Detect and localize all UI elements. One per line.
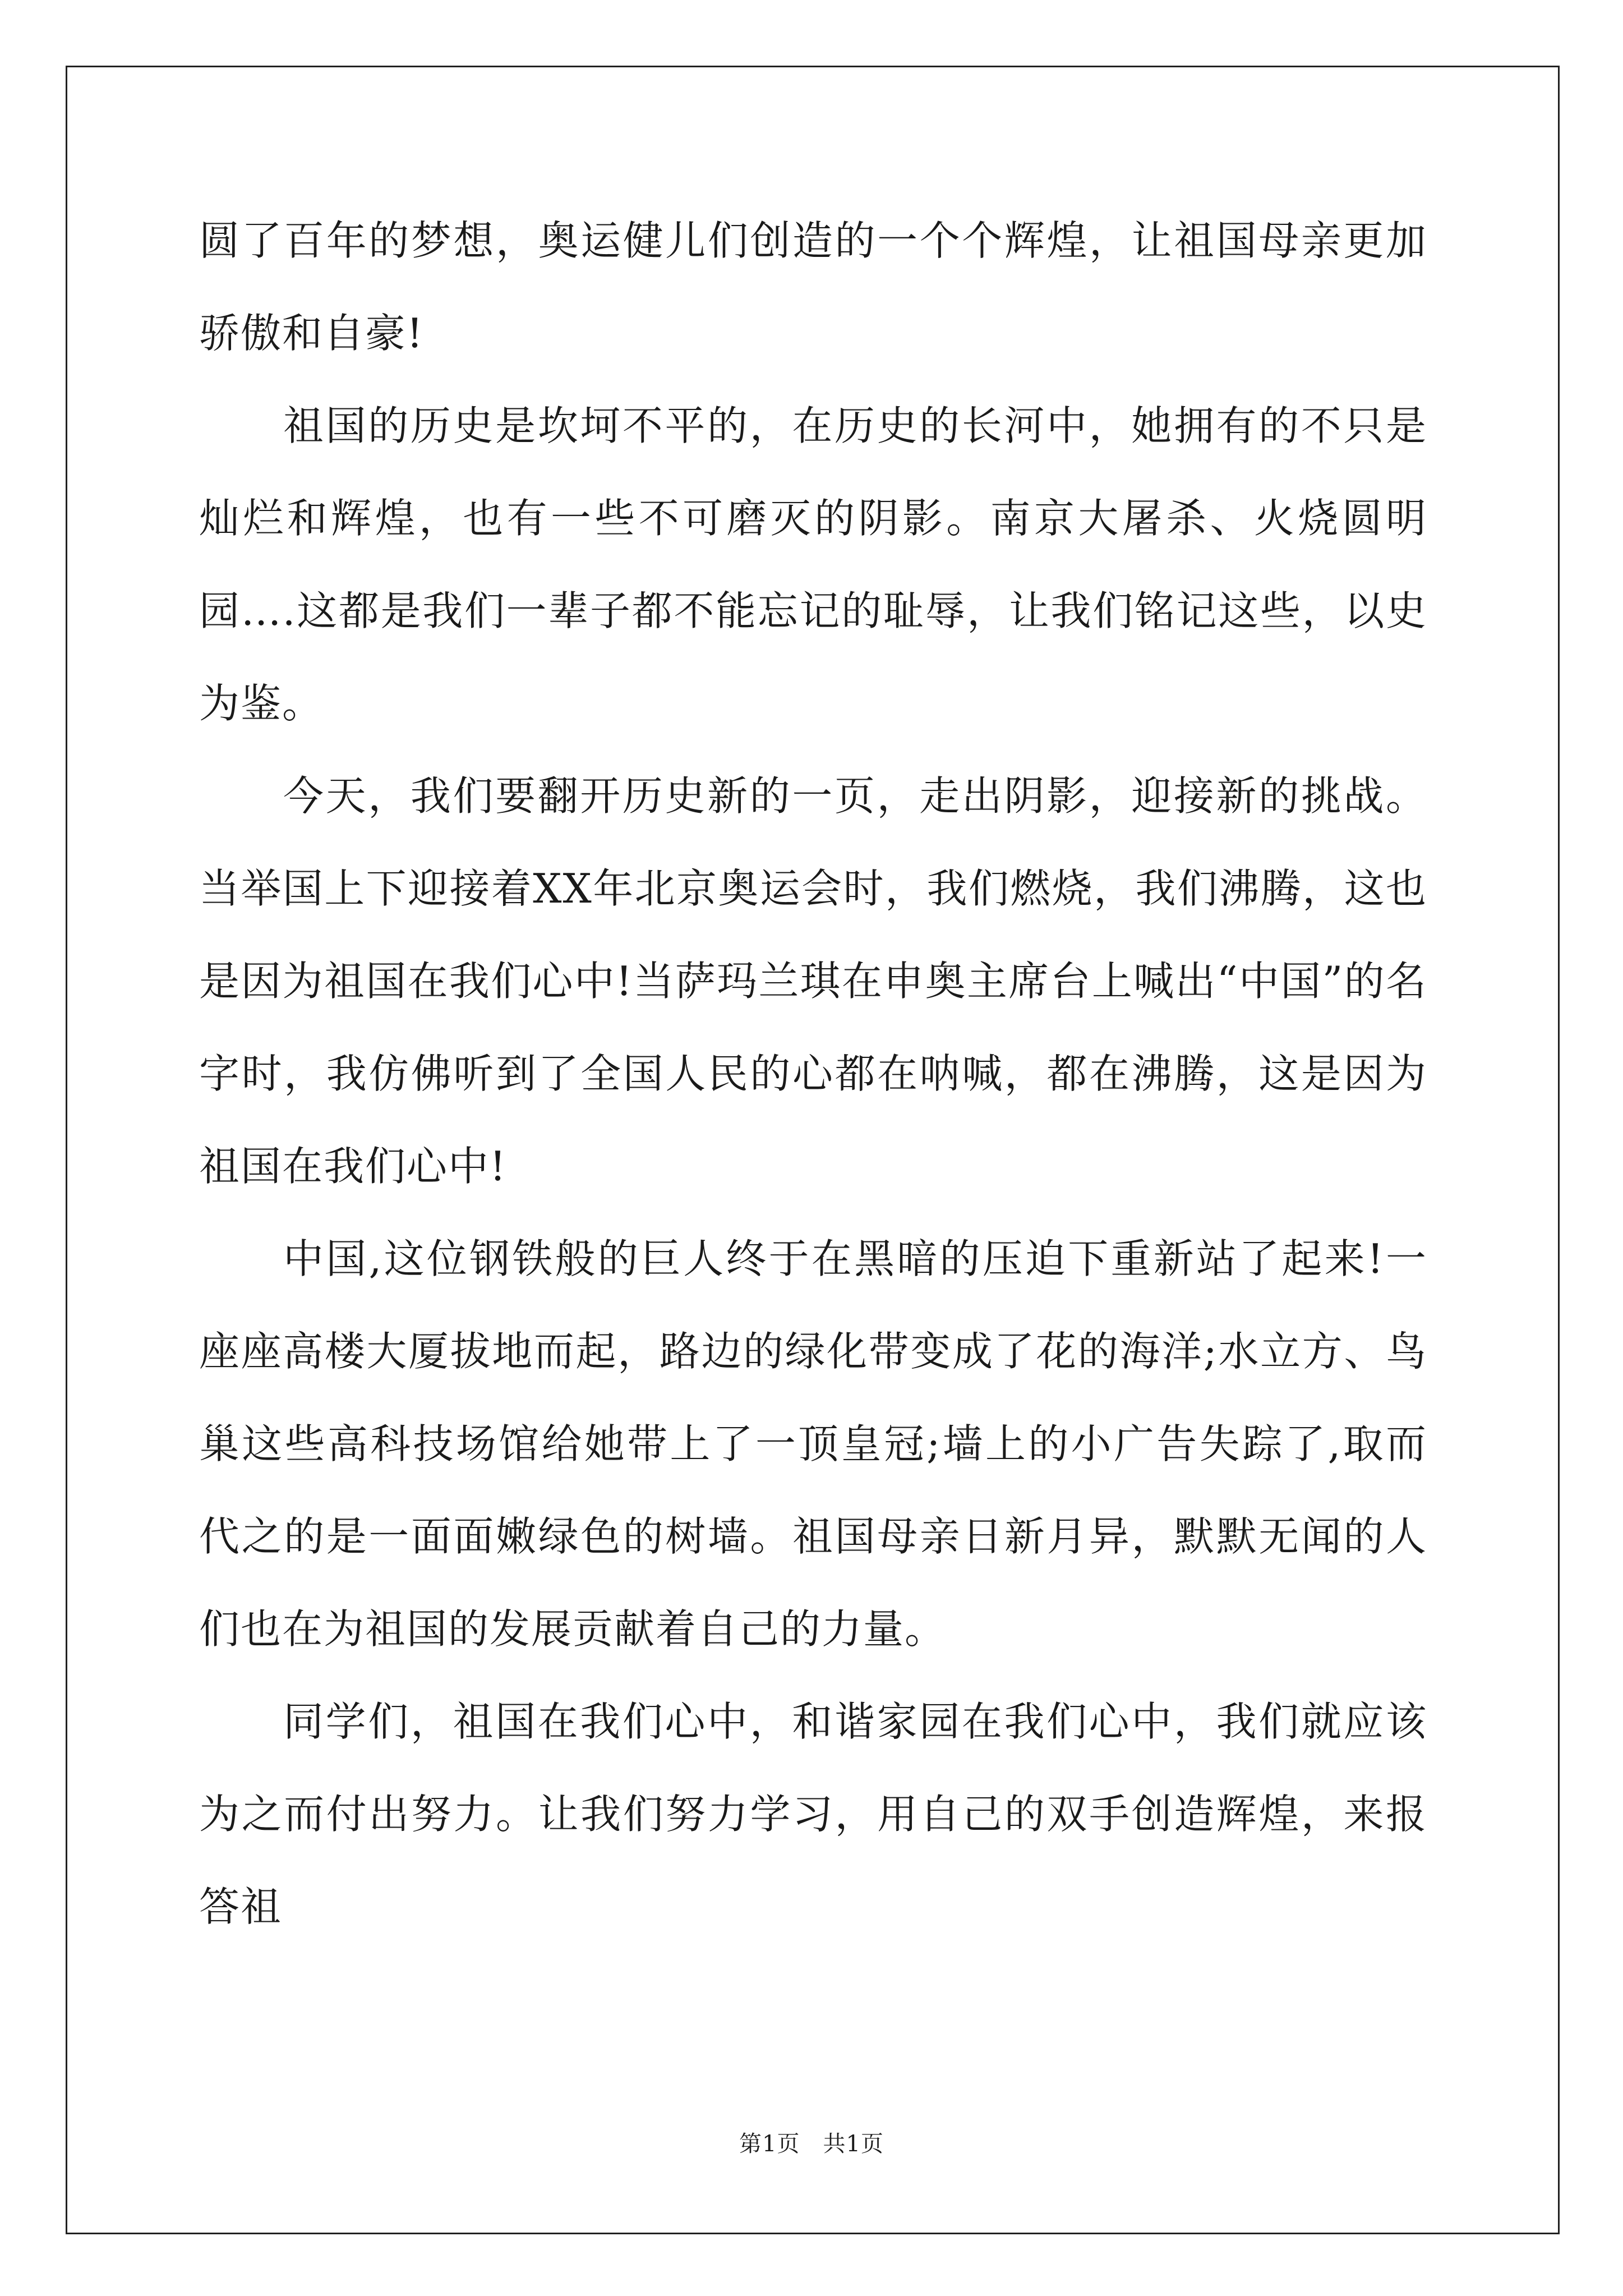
paragraph-5: 同学们，祖国在我们心中，和谐家园在我们心中，我们就应该为之而付出努力。让我们努力学习，用自己的双手创造辉煌，来报答祖 (199, 1698, 1427, 1930)
paragraph-4: 中国,这位钢铁般的巨人终于在黑暗的压迫下重新站了起来!一座座高楼大厦拔地而起，路边的绿化带变成了花的海洋;水立方、鸟巢这些高科技场馆给她带上了一顶皇冠;墙上的小广告失踪了,取而代之的是一面面嫩绿色的树墙。祖国母亲日新月异，默默无闻的人们也在为祖国的发展贡献着自己的力量。 (199, 1235, 1427, 1653)
page-number-footer: 第1页 共1页 (739, 2131, 884, 2157)
paragraph-3: 今天，我们要翻开历史新的一页，走出阴影，迎接新的挑战。当举国上下迎接着XX年北京奥运会时，我们燃烧，我们沸腾，这也是因为祖国在我们心中!当萨玛兰琪在申奥主席台上喊出“中国”的名字时，我仿佛听到了全国人民的心都在呐喊，都在沸腾，这是因为祖国在我们心中! (199, 772, 1427, 1190)
paragraph-2: 祖国的历史是坎坷不平的，在历史的长河中，她拥有的不只是灿烂和辉煌，也有一些不可磨灭的阴影。南京大屠杀、火烧圆明园….这都是我们一辈子都不能忘记的耻辱，让我们铭记这些，以史为鉴。 (199, 402, 1427, 727)
paragraph-1: 圆了百年的梦想，奥运健儿们创造的一个个辉煌，让祖国母亲更加骄傲和自豪! (199, 217, 1427, 357)
document-body (199, 195, 1427, 1953)
